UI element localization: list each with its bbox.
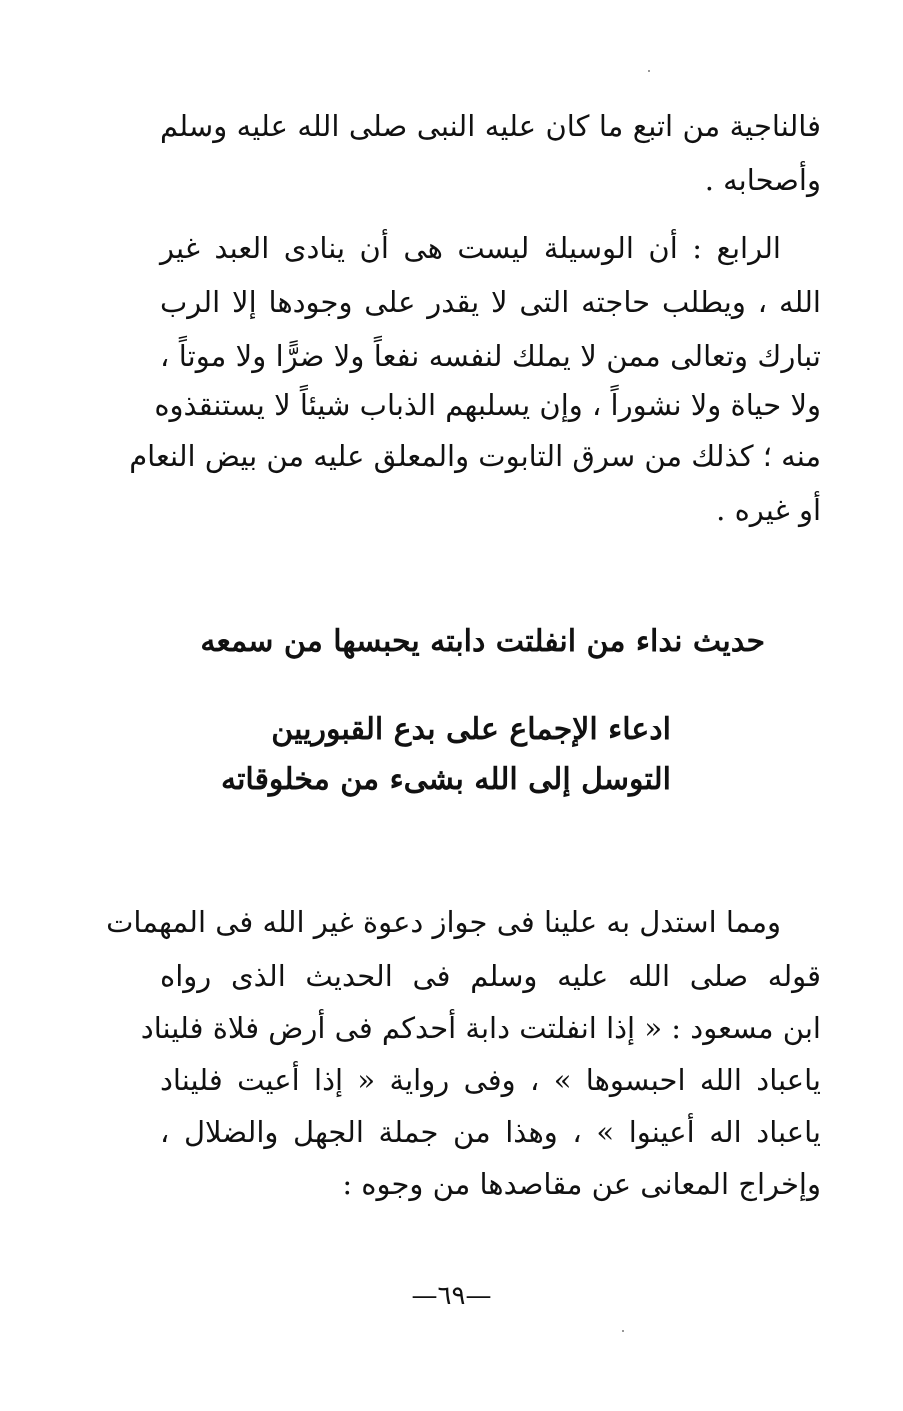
para2-line-6: أو غيره . [716, 493, 821, 527]
para2-line-1: الرابع : أن الوسيلة ليست هى أن ينادى العبد غير [160, 231, 781, 265]
para3-line-4: ياعباد الله احبسوها » ، وفى رواية « إذا أعيت فليناد [160, 1063, 821, 1097]
page-number: —٦٩— [411, 1281, 492, 1311]
para3-line-2: قوله صلى الله عليه وسلم فى الحديث الذى رواه [160, 959, 821, 993]
para1-line-1: فالناجية من اتبع ما كان عليه النبى صلى الله عليه وسلم [160, 109, 821, 143]
para3-line-6: وإخراج المعانى عن مقاصدها من وجوه : [342, 1167, 821, 1201]
para2-line-5: منه ؛ كذلك من سرق التابوت والمعلق عليه من بيض النعام [129, 439, 821, 473]
para2-line-4: ولا حياة ولا نشوراً ، وإن يسلبهم الذباب شيئاً لا يستنقذوه [154, 388, 821, 422]
section-heading: حديث نداء من انفلتت دابته يحبسها من سمعه [200, 624, 765, 659]
para2-line-2: الله ، ويطلب حاجته التى لا يقدر على وجودها إلا الرب [160, 285, 821, 319]
scan-speck [648, 70, 650, 72]
subheading-1: ادعاء الإجماع على بدع القبوريين [271, 712, 671, 747]
para2-line-3: تبارك وتعالى ممن لا يملك لنفسه نفعاً ولا ضرًّا ولا موتاً ، [160, 339, 821, 373]
subheading-2: التوسل إلى الله بشىء من مخلوقاته [221, 762, 671, 797]
para3-line-5: ياعباد اله أعينوا » ، وهذا من جملة الجهل والضلال ، [160, 1115, 821, 1149]
para3-line-3: ابن مسعود : « إذا انفلتت دابة أحدكم فى أرض فلاة فليناد [140, 1011, 821, 1045]
para1-line-2: وأصحابه . [704, 163, 821, 197]
para3-line-1: ومما استدل به علينا فى جواز دعوة غير الله فى المهمات [106, 905, 781, 939]
scan-speck [622, 1330, 624, 1332]
